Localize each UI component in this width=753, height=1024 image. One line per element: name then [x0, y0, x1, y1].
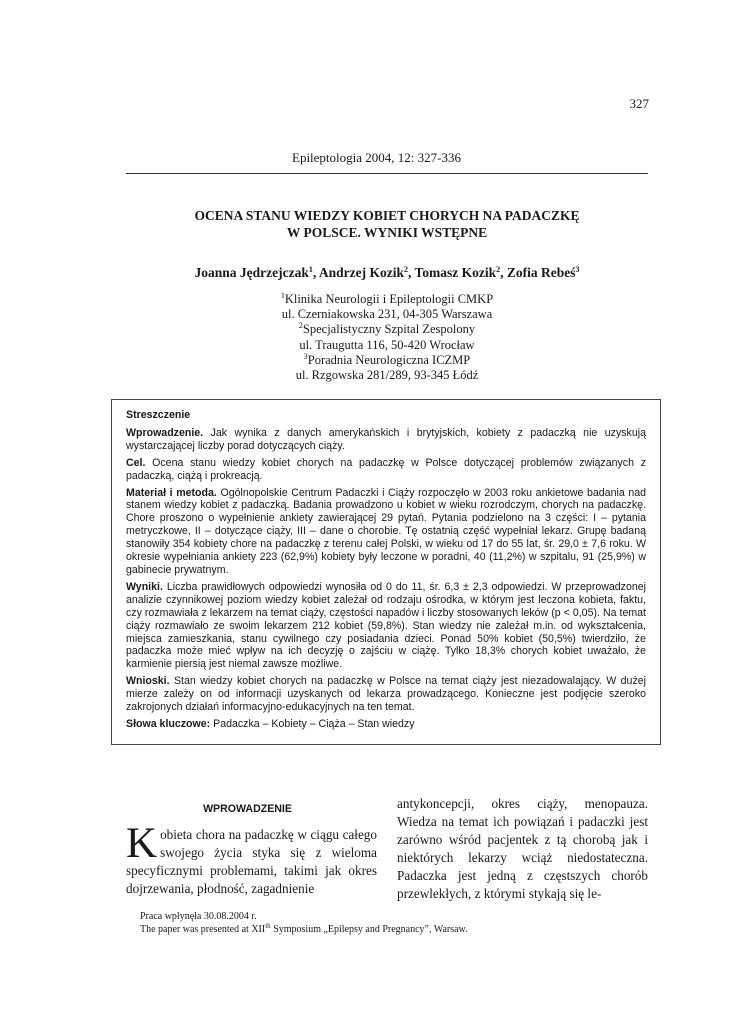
- section-text: Ocena stanu wiedzy kobiet chorych na padaczkę w Polsce dotyczącej problemów związanych z padaczką, ciążą i prokreacją.: [126, 456, 646, 482]
- affiliation-mark: 3: [303, 351, 308, 361]
- section-label: Słowa kluczowe:: [126, 717, 211, 730]
- footnote-presented: [140, 921, 648, 937]
- author-affiliation-mark: 1: [308, 265, 313, 274]
- author-name: Andrzej Kozik: [318, 265, 404, 280]
- abstract-heading: Streszczenie: [126, 409, 191, 421]
- author-separator: ,: [500, 265, 507, 280]
- abstract-keywords: [126, 718, 646, 731]
- page-number: 327: [629, 96, 649, 111]
- paragraph-text: antykoncepcji, okres ciąży, menopauza. Wiedza na temat ich powiązań i padaczki jest zarówno wśród pacjentek z tą chorobą jak i niektórych lekarzy wciąż niedostateczna. Padaczka jest jedną z częstszych chorób przewlekłych, z którymi stykają się le-: [397, 796, 648, 901]
- affiliation-text: Poradnia Neurologiczna ICZMP: [307, 352, 471, 367]
- footnote-text: Symposium „Epilepsy and Pregnancy”, Warsaw.: [270, 923, 468, 935]
- paragraph-text: obieta chora na padaczkę w ciągu całego swojego życia styka się z wieloma specyficznymi problemami, takimi jak okres dojrzewania, płodność, zagadnienie: [126, 827, 377, 896]
- abstract-aim: [126, 457, 646, 483]
- author-name: Zofia Rebeś: [506, 265, 576, 280]
- author-affiliation-mark: 2: [496, 265, 501, 274]
- section-label: Wyniki.: [126, 580, 163, 593]
- title-line-2: W POLSCE. WYNIKI WSTĘPNE: [286, 225, 488, 240]
- author-affiliation-mark: 3: [575, 265, 580, 274]
- affiliation-text: Specjalistyczny Szpital Zespolony: [302, 322, 476, 337]
- section-label: Wnioski.: [126, 675, 170, 688]
- abstract-conclusions: [126, 675, 646, 714]
- abstract-introduction: [126, 427, 646, 453]
- author-separator: ,: [407, 265, 415, 280]
- affiliation-line: [126, 368, 648, 383]
- affiliation-mark: 2: [298, 321, 303, 331]
- section-label: Cel.: [126, 456, 146, 469]
- affiliation-text: ul. Rzgowska 281/289, 93-345 Łódź: [295, 368, 479, 383]
- header-divider: [126, 173, 648, 174]
- affiliation-line: [126, 322, 648, 337]
- author-name: Tomasz Kozik: [414, 265, 497, 280]
- affiliation-line: [126, 292, 648, 307]
- affiliation-line: [126, 307, 648, 322]
- affiliation-text: Klinika Neurologii i Epileptologii CMKP: [284, 292, 494, 306]
- title-line-1: OCENA STANU WIEDZY KOBIET CHORYCH NA PADACZKĘ: [194, 208, 580, 223]
- author-list: [126, 265, 648, 281]
- body-text-left-column: [126, 820, 377, 898]
- section-text: Ogólnopolskie Centrum Padaczki i Ciąży rozpoczęło w 2003 roku ankietowe badania nad stanem wiedzy kobiet z padaczką. Badania prowadzono u kobiet w wieku rozrodczym, chorych na padaczkę. Chore proszono o wypełnienie ankiety zawierającej 29 pytań. Pytania podzielono na 3 części: I – pytania metryczkowe, II – dotyczące ciąży, III – dane o chorobie. Tę ostatnią część wypełniał lekarz. Grupę badaną stanowiły 354 kobiety chore na padaczkę z terenu całej Polski, w wieku od 17 do 55 lat, śr. 29,0 ± 7,6 roku. W okresie wypełniania ankiety 223 (62,9%) kobiety były leczone w poradni, 40 (11,2%) w szpitalu, 91 (25,9%) w gabinecie prywatnym.: [126, 486, 647, 576]
- footnote-ordinal: th: [265, 921, 271, 930]
- body-text-right-column: [397, 795, 648, 903]
- article-title: [126, 207, 648, 241]
- author-affiliation-mark: 2: [403, 265, 408, 274]
- abstract-results: [126, 581, 646, 671]
- section-text: Stan wiedzy kobiet chorych na padaczkę w Polsce na temat ciąży jest niezadowalający. W dużej mierze zależy on od informacji uzyskanych od lekarza prowadzącego. Konieczne jest podjęcie szeroko zakrojonych działań informacyjno-edukacyjnych na ten temat.: [126, 675, 646, 714]
- affiliations: [126, 292, 648, 383]
- affiliation-mark: 1: [280, 291, 285, 300]
- affiliation-line: [126, 353, 648, 368]
- author-separator: ,: [312, 265, 319, 280]
- abstract-box: [111, 399, 661, 745]
- section-text: Jak wynika z danych amerykańskich i brytyjskich, kobiety z padaczką nie uzyskują wystarczającej liczby porad dotyczących ciąży.: [126, 426, 646, 452]
- section-label: Materiał i metoda.: [126, 486, 217, 499]
- author-name: Joanna Jędrzejczak: [194, 265, 309, 280]
- affiliation-text: ul. Traugutta 116, 50-420 Wrocław: [299, 337, 475, 352]
- abstract-methods: [126, 487, 646, 577]
- affiliation-text: ul. Czerniakowska 231, 04-305 Warszawa: [281, 307, 493, 322]
- affiliation-line: [126, 338, 648, 353]
- journal-reference: Epileptologia 2004, 12: 327-336: [292, 150, 461, 165]
- footnote-text: The paper was presented at XII: [140, 923, 266, 935]
- section-text: Liczba prawidłowych odpowiedzi wynosiła od 0 do 11, śr. 6,3 ± 2,3 odpowiedzi. W przeprowadzonej analizie czynnikowej poziom wiedzy kobiet zależał od rodzaju ośrodka, w którym jest leczona kobieta, faktu, czy rozmawiała z lekarzem na temat ciąży, częstości napadów i liczby stosowanych leków (p < 0,05). Na temat ciąży rozmawiało ze swoim lekarzem 212 kobiet (59,8%). Stan wiedzy nie zależał m.in. od wykształcenia, miejsca zamieszkania, stanu cywilnego czy posiadania dzieci. Ponad 50% kobiet (50,5%) twierdziło, że padaczka może mieć wpływ na ich decyzję o zajściu w ciążę. Tylko 18,3% chorych kobiet uważało, że karmienie piersią jest niemal zawsze możliwe.: [126, 580, 646, 671]
- footnote-received: Praca wpłynęła 30.08.2004 r.: [140, 911, 257, 922]
- drop-cap: K: [126, 820, 158, 867]
- section-heading-introduction: WPROWADZENIE: [203, 803, 292, 815]
- section-label: Wprowadzenie.: [126, 426, 204, 439]
- footnotes: [140, 911, 648, 936]
- section-text: Padaczka – Kobiety – Ciąża – Stan wiedzy: [210, 717, 415, 730]
